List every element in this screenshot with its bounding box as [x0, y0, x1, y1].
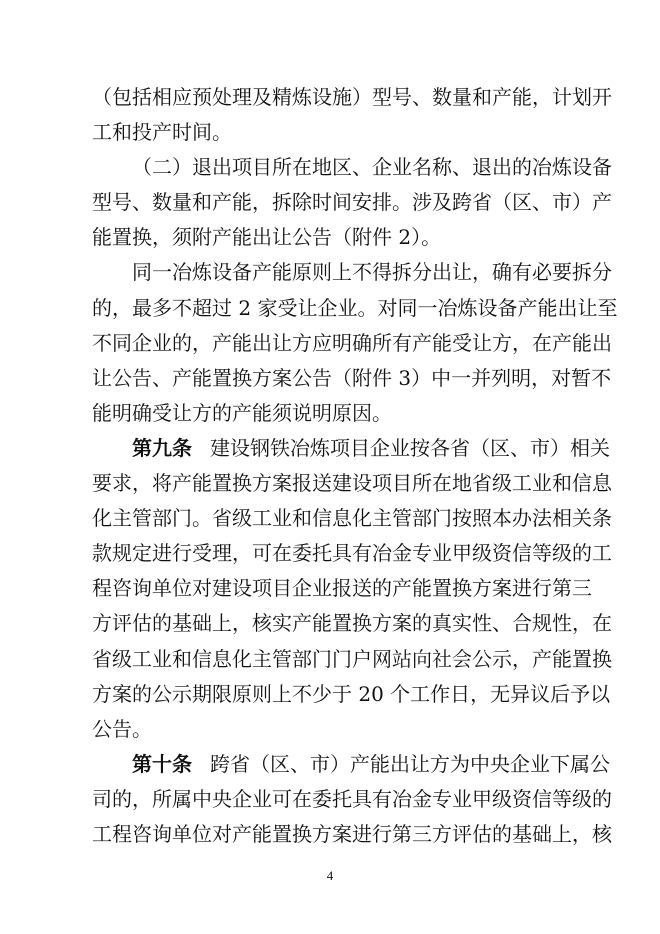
article-9-line-7: 省级工业和信息化主管部门门户网站向社会公示，产能置换 [92, 647, 612, 671]
article-9-line-3: 化主管部门。省级工业和信息化主管部门按照本办法相关条 [92, 506, 612, 530]
article-10-title: 第十条 [132, 752, 192, 776]
article-10-line-3: 工程咨询单位对产能置换方案进行第三方评估的基础上，核 [92, 822, 612, 846]
paragraph-3-line-1: 同一冶炼设备产能原则上不得拆分出让，确有必要拆分 [132, 260, 612, 284]
article-9-line-6: 方评估的基础上，核实产能置换方案的真实性、合规性，在 [92, 611, 612, 635]
article-9-first-line-text: 建设钢铁冶炼项目企业按各省（区、市）相关 [210, 436, 610, 460]
article-9-line-9: 公告。 [92, 717, 152, 741]
article-10-line-2: 司的，所属中央企业可在委托具有冶金专业甲级资信等级的 [92, 787, 612, 811]
paragraph-2-line-1: （二）退出项目所在地区、企业名称、退出的冶炼设备 [132, 155, 612, 179]
paragraph-3-line-2: 的，最多不超过 2 家受让企业。对同一冶炼设备产能出让至 [92, 296, 618, 320]
article-9-line-8: 方案的公示期限原则上不少于 20 个工作日，无异议后予以 [92, 682, 611, 706]
article-9-title: 第九条 [132, 436, 192, 460]
paragraph-1-line-2: 工和投产时间。 [92, 120, 232, 144]
article-10-first-line-text: 跨省（区、市）产能出让方为中央企业下属公 [210, 752, 610, 776]
paragraph-3-line-3: 不同企业的，产能出让方应明确所有产能受让方，在产能出 [92, 331, 612, 355]
paragraph-2-line-3: 能置换，须附产能出让公告（附件 2）。 [92, 225, 442, 249]
article-9-line-2: 要求，将产能置换方案报送建设项目所在地省级工业和信息 [92, 471, 612, 495]
page-number: 4 [326, 868, 334, 883]
paragraph-2-line-2: 型号、数量和产能，拆除时间安排。涉及跨省（区、市）产 [92, 190, 612, 214]
article-9-line-5: 程咨询单位对建设项目企业报送的产能置换方案进行第三 [92, 576, 592, 600]
paragraph-3-line-4: 让公告、产能置换方案公告（附件 3）中一并列明，对暂不 [92, 366, 612, 390]
paragraph-1-line-1: （包括相应预处理及精炼设施）型号、数量和产能，计划开 [92, 85, 612, 109]
article-9-first-line [132, 431, 610, 465]
article-10-first-line [132, 747, 610, 781]
paragraph-3-line-5: 能明确受让方的产能须说明原因。 [92, 401, 392, 425]
article-9-line-4: 款规定进行受理，可在委托具有冶金专业甲级资信等级的工 [92, 541, 612, 565]
